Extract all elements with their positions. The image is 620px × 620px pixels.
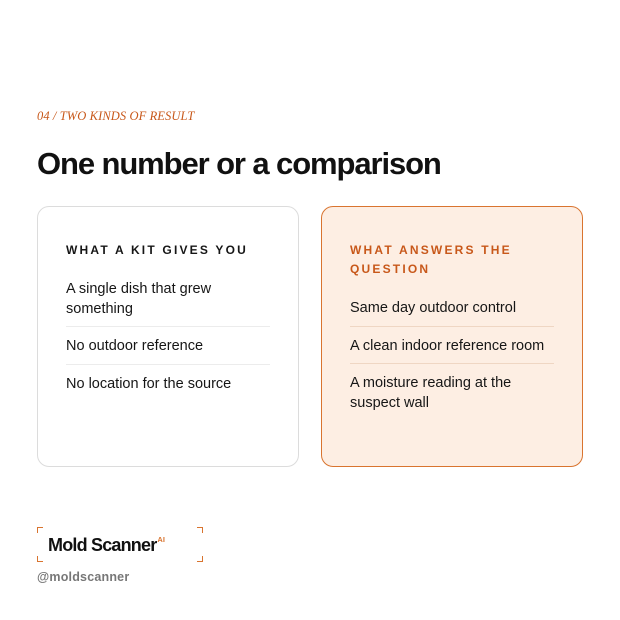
brand-ai-superscript: AI xyxy=(157,535,165,544)
brand-wordmark xyxy=(48,535,165,556)
kit-card-item: A single dish that grew something xyxy=(66,281,212,317)
comparison-card-item: A moisture reading at the suspect wall xyxy=(350,363,554,420)
brand-logo xyxy=(37,527,203,562)
section-eyebrow: 04 / TWO KINDS OF RESULT xyxy=(37,109,195,123)
kit-card-item: No outdoor reference xyxy=(66,326,270,364)
brand-name: Mold Scanner xyxy=(48,535,157,555)
comparison-card-heading: WHAT ANSWERS THE QUESTION xyxy=(350,243,512,276)
comparison-result-card xyxy=(321,206,583,467)
comparison-card-item: Same day outdoor control xyxy=(350,300,517,316)
logo-corner-bracket xyxy=(37,556,43,562)
comparison-card-item: A clean indoor reference room xyxy=(350,326,554,364)
kit-card-heading: WHAT A KIT GIVES YOU xyxy=(66,243,249,257)
logo-corner-bracket xyxy=(197,527,203,533)
page-title: One number or a comparison xyxy=(37,146,441,181)
logo-corner-bracket xyxy=(197,556,203,562)
kit-card-item: No location for the source xyxy=(66,364,270,402)
kit-result-card xyxy=(37,206,299,467)
social-handle: @moldscanner xyxy=(37,570,130,584)
logo-corner-bracket xyxy=(37,527,43,533)
